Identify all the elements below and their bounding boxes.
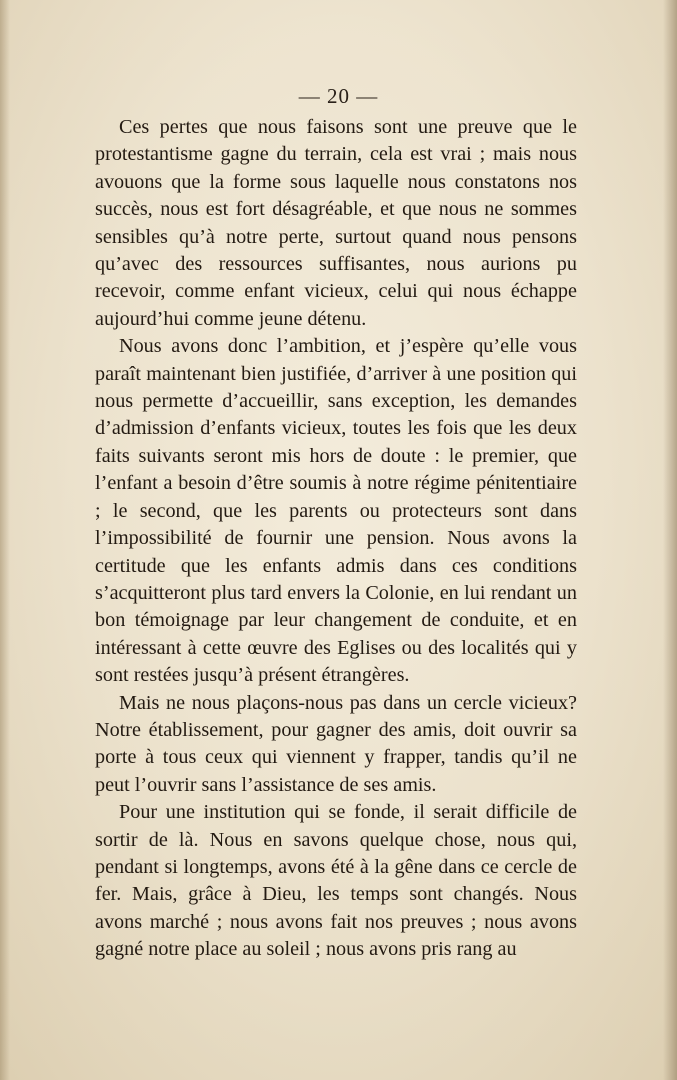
paragraph-4: Pour une institution qui se fonde, il serait difficile de sortir de là. Nous en savons quelque chose, nous qui, pendant si longtemps, avons été à la gêne dans ce cercle de fer. Mais, grâce à Dieu, les temps sont changés. Nous avons marché ; nous avons fait nos preuves ; nous avons gagné notre place au soleil ; nous avons pris rang au	[95, 801, 577, 961]
page-number: — 20 —	[298, 84, 379, 108]
paragraph-3: Mais ne nous plaçons-nous pas dans un cercle vicieux? Notre établissement, pour gagner des amis, doit ouvrir sa porte à tous ceux qui viennent y frapper, tandis qu’il ne peut l’ouvrir sans l’assistance de ses amis.	[95, 691, 577, 796]
paragraph-2: Nous avons donc l’ambition, et j’espère qu’elle vous paraît maintenant bien justifiée, d’arriver à une position qui nous permette d’accueillir, sans exception, les demandes d’admission d’enfants vicieux, toutes les fois que les deux faits suivants seront mis hors de doute : le premier, que l’enfant a besoin d’être soumis à notre régime pénitentiaire ; le second, que les parents ou protecteurs sont dans l’impossibilité de fournir une pension. Nous avons la certitude que les enfants admis dans ces conditions s’acquitteront plus tard envers la Colonie, en lui rendant un bon témoignage par leur changement de conduite, et en intéressant à cette œuvre des Eglises ou des localités qui y sont restées jusqu’à présent étrangères.	[95, 335, 577, 687]
body-text	[95, 114, 577, 964]
paragraph-1: Ces pertes que nous faisons sont une preuve que le protestantisme gagne du terrain, cela est vrai ; mais nous avouons que la forme sous laquelle nous constatons nos succès, nous est fort désagréable, et que nous ne sommes sensibles qu’à notre perte, surtout quand nous pensons qu’avec des ressources suffisantes, nous aurions pu recevoir, comme enfant vicieux, celui qui nous échappe aujourd’hui comme jeune détenu.	[95, 116, 577, 330]
